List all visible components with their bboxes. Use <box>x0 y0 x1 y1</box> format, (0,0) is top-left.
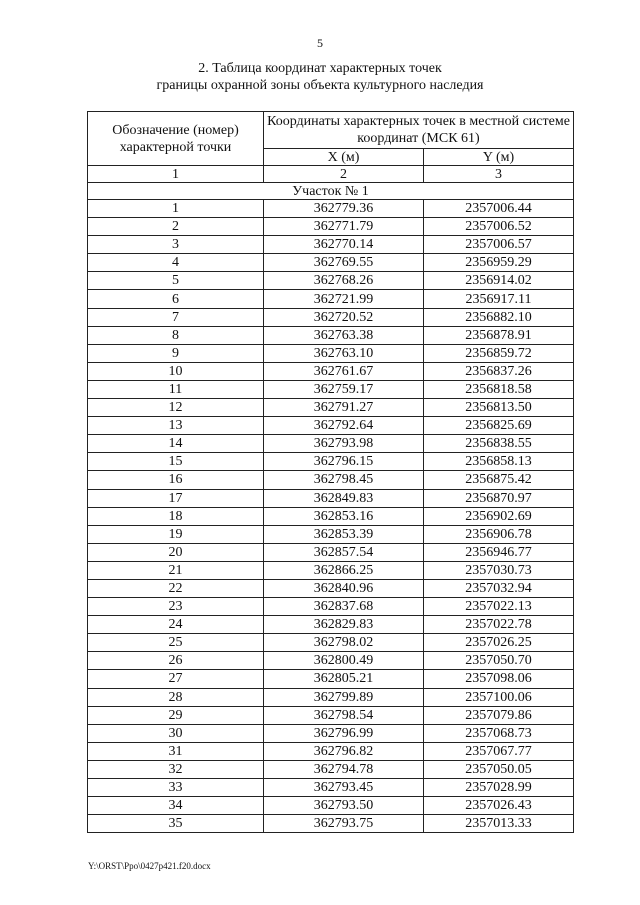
point-number: 5 <box>88 272 264 290</box>
point-number: 14 <box>88 435 264 453</box>
point-number: 6 <box>88 290 264 308</box>
point-number: 17 <box>88 489 264 507</box>
y-coordinate: 2357022.13 <box>424 598 574 616</box>
table-row <box>88 706 574 724</box>
y-coordinate: 2356946.77 <box>424 543 574 561</box>
header-x: X (м) <box>264 149 424 166</box>
x-coordinate: 362866.25 <box>264 561 424 579</box>
table-row <box>88 525 574 543</box>
point-number: 4 <box>88 254 264 272</box>
table-row <box>88 399 574 417</box>
table-row <box>88 760 574 778</box>
footer-file-path: Y:\ORST\Ppo\0427p421.f20.docx <box>88 861 211 871</box>
x-coordinate: 362798.54 <box>264 706 424 724</box>
point-number: 34 <box>88 797 264 815</box>
point-number: 1 <box>88 200 264 218</box>
table-row <box>88 236 574 254</box>
table-row <box>88 453 574 471</box>
x-coordinate: 362805.21 <box>264 670 424 688</box>
table-row <box>88 380 574 398</box>
y-coordinate: 2357006.57 <box>424 236 574 254</box>
y-coordinate: 2356914.02 <box>424 272 574 290</box>
table-row <box>88 779 574 797</box>
header-coordinates: Координаты характерных точек в местной системе координат (МСК 61) <box>264 112 574 149</box>
y-coordinate: 2357013.33 <box>424 815 574 833</box>
y-coordinate: 2357050.70 <box>424 652 574 670</box>
point-number: 21 <box>88 561 264 579</box>
x-coordinate: 362769.55 <box>264 254 424 272</box>
point-number: 18 <box>88 507 264 525</box>
table-row <box>88 742 574 760</box>
point-number: 23 <box>88 598 264 616</box>
section-label: Участок № 1 <box>88 183 574 200</box>
table-body <box>88 200 574 833</box>
x-coordinate: 362792.64 <box>264 417 424 435</box>
y-coordinate: 2356878.91 <box>424 326 574 344</box>
y-coordinate: 2356813.50 <box>424 399 574 417</box>
y-coordinate: 2356825.69 <box>424 417 574 435</box>
x-coordinate: 362796.82 <box>264 742 424 760</box>
y-coordinate: 2356870.97 <box>424 489 574 507</box>
page-number: 5 <box>317 36 323 50</box>
point-number: 32 <box>88 760 264 778</box>
point-number: 31 <box>88 742 264 760</box>
point-number: 11 <box>88 380 264 398</box>
point-number: 16 <box>88 471 264 489</box>
table-row <box>88 507 574 525</box>
table-row <box>88 254 574 272</box>
point-number: 8 <box>88 326 264 344</box>
y-coordinate: 2356818.58 <box>424 380 574 398</box>
y-coordinate: 2357079.86 <box>424 706 574 724</box>
x-coordinate: 362793.98 <box>264 435 424 453</box>
header-y: Y (м) <box>424 149 574 166</box>
table-row <box>88 489 574 507</box>
y-coordinate: 2357022.78 <box>424 616 574 634</box>
title-line-1: 2. Таблица координат характерных точек <box>198 61 442 76</box>
x-coordinate: 362791.27 <box>264 399 424 417</box>
table-row <box>88 471 574 489</box>
column-number-1: 1 <box>88 166 264 183</box>
y-coordinate: 2357026.43 <box>424 797 574 815</box>
table-row <box>88 652 574 670</box>
table-title <box>0 60 640 94</box>
point-number: 33 <box>88 779 264 797</box>
y-coordinate: 2356837.26 <box>424 362 574 380</box>
y-coordinate: 2356882.10 <box>424 308 574 326</box>
x-coordinate: 362798.02 <box>264 634 424 652</box>
point-number: 19 <box>88 525 264 543</box>
y-coordinate: 2356875.42 <box>424 471 574 489</box>
x-coordinate: 362771.79 <box>264 218 424 236</box>
y-coordinate: 2356838.55 <box>424 435 574 453</box>
y-coordinate: 2356859.72 <box>424 344 574 362</box>
x-coordinate: 362799.89 <box>264 688 424 706</box>
header-point-designation: Обозначение (номер) характерной точки <box>88 112 264 166</box>
y-coordinate: 2357100.06 <box>424 688 574 706</box>
y-coordinate: 2356917.11 <box>424 290 574 308</box>
x-coordinate: 362853.39 <box>264 525 424 543</box>
x-coordinate: 362837.68 <box>264 598 424 616</box>
table-row <box>88 417 574 435</box>
table-row <box>88 579 574 597</box>
point-number: 27 <box>88 670 264 688</box>
x-coordinate: 362763.38 <box>264 326 424 344</box>
x-coordinate: 362793.50 <box>264 797 424 815</box>
point-number: 26 <box>88 652 264 670</box>
x-coordinate: 362853.16 <box>264 507 424 525</box>
table-row <box>88 290 574 308</box>
x-coordinate: 362840.96 <box>264 579 424 597</box>
y-coordinate: 2357050.05 <box>424 760 574 778</box>
y-coordinate: 2357026.25 <box>424 634 574 652</box>
y-coordinate: 2357068.73 <box>424 724 574 742</box>
table-row <box>88 272 574 290</box>
column-number-3: 3 <box>424 166 574 183</box>
point-number: 25 <box>88 634 264 652</box>
point-number: 15 <box>88 453 264 471</box>
y-coordinate: 2357006.52 <box>424 218 574 236</box>
point-number: 2 <box>88 218 264 236</box>
x-coordinate: 362849.83 <box>264 489 424 507</box>
table-row <box>88 218 574 236</box>
table-row <box>88 326 574 344</box>
y-coordinate: 2357030.73 <box>424 561 574 579</box>
point-number: 12 <box>88 399 264 417</box>
x-coordinate: 362763.10 <box>264 344 424 362</box>
point-number: 13 <box>88 417 264 435</box>
y-coordinate: 2356906.78 <box>424 525 574 543</box>
point-number: 24 <box>88 616 264 634</box>
table-row <box>88 344 574 362</box>
x-coordinate: 362759.17 <box>264 380 424 398</box>
table-row <box>88 634 574 652</box>
x-coordinate: 362793.45 <box>264 779 424 797</box>
table-row <box>88 362 574 380</box>
point-number: 9 <box>88 344 264 362</box>
y-coordinate: 2357028.99 <box>424 779 574 797</box>
x-coordinate: 362768.26 <box>264 272 424 290</box>
column-number-2: 2 <box>264 166 424 183</box>
x-coordinate: 362793.75 <box>264 815 424 833</box>
point-number: 3 <box>88 236 264 254</box>
y-coordinate: 2356902.69 <box>424 507 574 525</box>
point-number: 30 <box>88 724 264 742</box>
y-coordinate: 2357067.77 <box>424 742 574 760</box>
x-coordinate: 362779.36 <box>264 200 424 218</box>
point-number: 22 <box>88 579 264 597</box>
y-coordinate: 2357006.44 <box>424 200 574 218</box>
x-coordinate: 362796.99 <box>264 724 424 742</box>
table-row <box>88 670 574 688</box>
point-number: 7 <box>88 308 264 326</box>
table-row <box>88 308 574 326</box>
x-coordinate: 362761.67 <box>264 362 424 380</box>
table-row <box>88 543 574 561</box>
x-coordinate: 362857.54 <box>264 543 424 561</box>
point-number: 10 <box>88 362 264 380</box>
x-coordinate: 362829.83 <box>264 616 424 634</box>
table-row <box>88 688 574 706</box>
table-row <box>88 724 574 742</box>
x-coordinate: 362800.49 <box>264 652 424 670</box>
y-coordinate: 2357032.94 <box>424 579 574 597</box>
y-coordinate: 2356858.13 <box>424 453 574 471</box>
point-number: 28 <box>88 688 264 706</box>
point-number: 20 <box>88 543 264 561</box>
y-coordinate: 2356959.29 <box>424 254 574 272</box>
y-coordinate: 2357098.06 <box>424 670 574 688</box>
table-row <box>88 435 574 453</box>
point-number: 29 <box>88 706 264 724</box>
table-row <box>88 797 574 815</box>
point-number: 35 <box>88 815 264 833</box>
x-coordinate: 362721.99 <box>264 290 424 308</box>
table-row <box>88 200 574 218</box>
title-line-2: границы охранной зоны объекта культурного наследия <box>156 78 484 93</box>
table-row <box>88 598 574 616</box>
table-row <box>88 561 574 579</box>
table-row <box>88 616 574 634</box>
coordinates-table <box>87 111 574 833</box>
x-coordinate: 362798.45 <box>264 471 424 489</box>
x-coordinate: 362796.15 <box>264 453 424 471</box>
x-coordinate: 362770.14 <box>264 236 424 254</box>
x-coordinate: 362794.78 <box>264 760 424 778</box>
x-coordinate: 362720.52 <box>264 308 424 326</box>
table-row <box>88 815 574 833</box>
